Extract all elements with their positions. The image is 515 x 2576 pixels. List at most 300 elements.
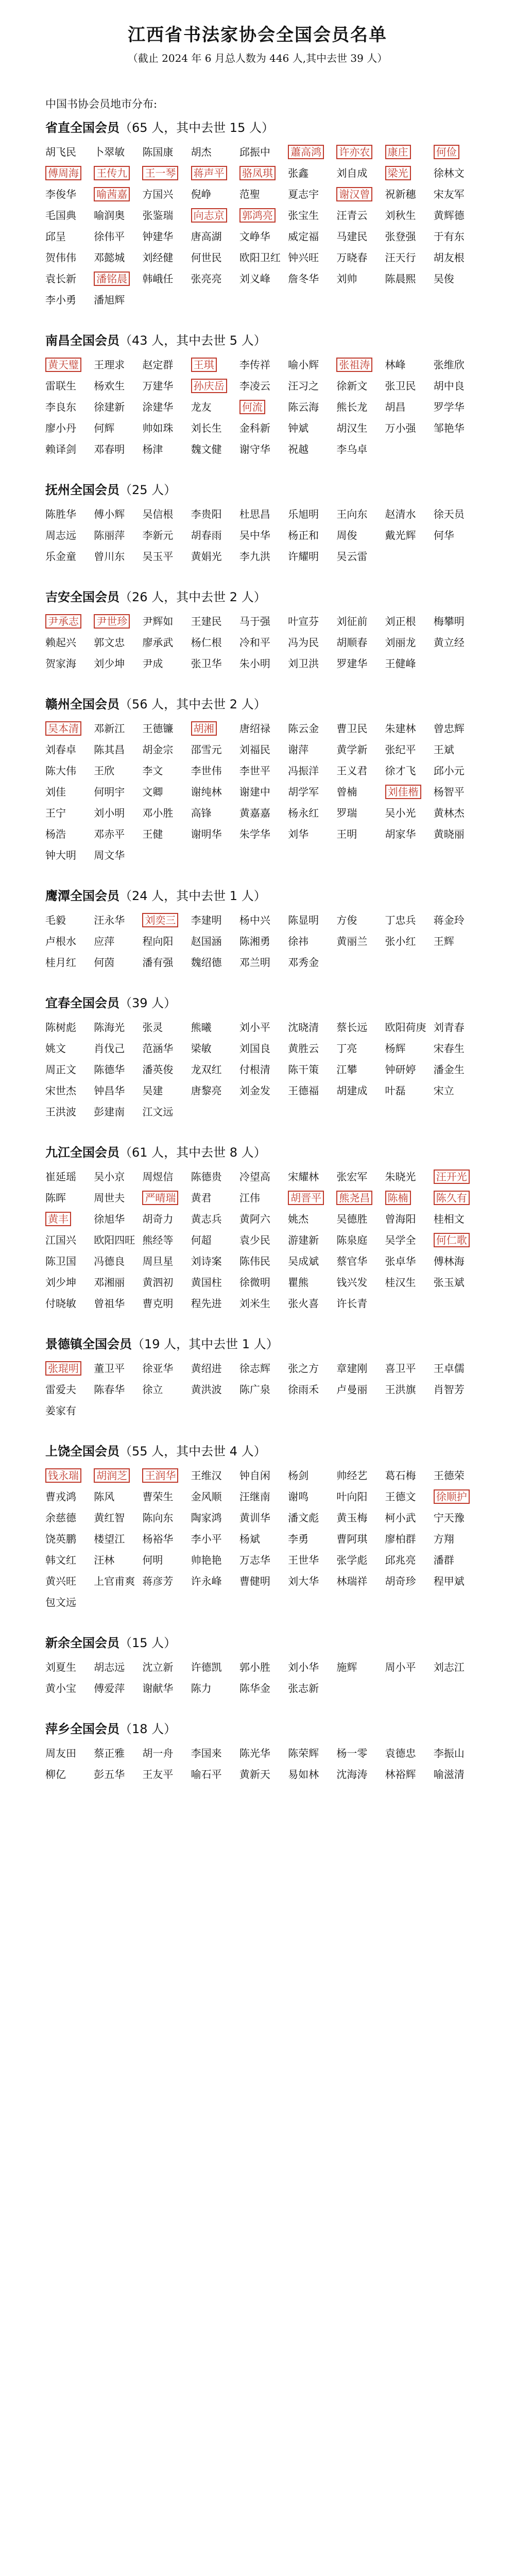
member-name: 王维汉 <box>191 1469 222 1482</box>
member-name: 邱兆亮 <box>385 1554 416 1566</box>
member-name: 傅爱萍 <box>94 1682 125 1694</box>
region-title: 新余全国会员 <box>45 1636 119 1650</box>
region-header <box>45 1142 484 1160</box>
member-name-grid <box>45 914 479 969</box>
member-name: 黄阿六 <box>239 1213 270 1225</box>
member-name: 马于强 <box>239 615 270 628</box>
member-name: 赵国涵 <box>191 935 222 947</box>
member-name: 徐建新 <box>94 401 125 413</box>
member-name: 曹克明 <box>142 1297 174 1310</box>
member-name: 何辉 <box>94 422 115 434</box>
member-name: 汪习之 <box>288 380 319 392</box>
member-name: 姚文 <box>45 1042 66 1055</box>
member-name: 李世伟 <box>191 765 222 777</box>
member-name: 钟兴旺 <box>288 251 319 264</box>
member-name: 陈伟民 <box>239 1255 270 1267</box>
member-name: 威定福 <box>288 230 319 243</box>
region-count: （26 人，其中去世 2 人） <box>119 590 266 604</box>
member-name-deceased <box>45 1469 91 1482</box>
member-name: 程甲斌 <box>433 1575 465 1587</box>
member-name: 彭建南 <box>94 1106 125 1118</box>
member-name: 帅艳艳 <box>191 1554 222 1566</box>
member-name: 张之方 <box>288 1362 319 1375</box>
member-name-grid <box>45 722 479 862</box>
member-name: 何茵 <box>94 956 115 969</box>
member-name: 陈显明 <box>288 914 319 926</box>
member-name: 蒋彦芳 <box>142 1575 174 1587</box>
member-name: 邓新江 <box>94 722 125 735</box>
member-name-grid <box>45 1362 479 1417</box>
member-name: 邓秀金 <box>288 956 319 969</box>
member-name: 熊曦 <box>191 1021 212 1033</box>
member-name: 江文远 <box>142 1106 174 1118</box>
member-name: 瞿熊 <box>288 1276 309 1289</box>
region-count: （55 人，其中去世 4 人） <box>119 1444 266 1459</box>
member-name: 黄君 <box>191 1192 212 1204</box>
member-name: 周文华 <box>94 849 125 861</box>
member-name-deceased <box>288 1192 333 1205</box>
member-name: 喻小辉 <box>288 359 319 371</box>
member-name: 文峥华 <box>239 230 270 243</box>
region-section <box>31 694 484 886</box>
member-name: 刘义峰 <box>239 273 270 285</box>
member-name: 桂月红 <box>45 956 76 969</box>
member-name: 郭文忠 <box>94 636 125 649</box>
member-name: 刘大华 <box>288 1575 319 1587</box>
member-name: 邓兰明 <box>239 956 270 969</box>
member-name: 周煜信 <box>142 1171 174 1183</box>
member-name: 曹荣生 <box>142 1490 174 1503</box>
member-name: 上官甫爽 <box>94 1575 135 1587</box>
member-name: 许德凯 <box>191 1661 222 1673</box>
member-name: 杨辉 <box>385 1042 406 1055</box>
member-name-grid <box>45 1747 479 1781</box>
member-name: 万志华 <box>239 1554 270 1566</box>
member-name: 张卓华 <box>385 1255 416 1267</box>
region-title: 抚州全国会员 <box>45 483 119 497</box>
deceased-marker-box: 康庄 <box>385 145 411 159</box>
member-name-deceased <box>288 146 333 159</box>
member-name: 邓赤平 <box>94 828 125 840</box>
member-name-deceased <box>336 359 382 371</box>
member-name: 张卫民 <box>385 380 416 392</box>
member-name: 黄林杰 <box>433 807 465 819</box>
member-name: 刘国良 <box>239 1042 270 1055</box>
member-name: 金风顺 <box>191 1490 222 1503</box>
member-name: 刘经健 <box>142 251 174 264</box>
member-name: 胡友根 <box>433 251 465 264</box>
member-name: 吴成斌 <box>288 1255 319 1267</box>
member-name: 谢守华 <box>239 443 270 455</box>
member-name: 方俊 <box>336 914 357 926</box>
deceased-marker-box: 何俭 <box>434 145 459 159</box>
member-name: 范聖 <box>239 188 260 200</box>
member-name: 罗学华 <box>433 401 465 413</box>
member-name: 刘夏生 <box>45 1661 76 1673</box>
deceased-marker-box: 汪开光 <box>434 1170 470 1184</box>
member-name: 刘少坤 <box>45 1276 76 1289</box>
member-name: 刘华 <box>288 828 309 840</box>
member-name: 马建民 <box>336 230 368 243</box>
region-header <box>45 330 484 348</box>
member-name: 吴德胜 <box>336 1213 368 1225</box>
member-name: 刘青春 <box>433 1021 465 1033</box>
member-name: 王向东 <box>336 508 368 520</box>
member-name: 陈湘勇 <box>239 935 270 947</box>
region-count: （19 人，其中去世 1 人） <box>132 1337 279 1351</box>
member-name: 王健 <box>142 828 163 840</box>
member-name: 刘佳 <box>45 786 66 798</box>
deceased-marker-box: 陈久有 <box>434 1191 470 1205</box>
member-name: 喻石平 <box>191 1768 222 1781</box>
member-name: 龙友 <box>191 401 212 413</box>
member-name: 王卓儒 <box>433 1362 465 1375</box>
member-name: 黄泗初 <box>142 1276 174 1289</box>
member-name-deceased <box>336 188 382 201</box>
member-name: 黄绍进 <box>191 1362 222 1375</box>
member-name: 柳亿 <box>45 1768 66 1781</box>
distribution-intro: 中国书协会员地市分布: <box>45 98 158 110</box>
member-name: 刘少坤 <box>94 657 125 670</box>
member-name: 王理求 <box>94 359 125 371</box>
member-name: 王洪旗 <box>385 1383 416 1396</box>
member-name-deceased <box>385 1192 431 1205</box>
member-name: 潘旭辉 <box>94 294 125 306</box>
member-name: 刘金发 <box>239 1084 270 1097</box>
member-name-deceased <box>239 167 285 180</box>
member-name: 宋春生 <box>433 1042 465 1055</box>
member-name: 何超 <box>191 1234 212 1246</box>
member-name: 王欣 <box>94 765 115 777</box>
member-name: 冷和平 <box>239 636 270 649</box>
member-name: 吴信根 <box>142 508 174 520</box>
member-name: 廖柏群 <box>385 1533 416 1545</box>
member-name: 梅攀明 <box>433 615 465 628</box>
region-section <box>31 886 484 993</box>
member-name: 李小勇 <box>45 294 76 306</box>
member-name: 张宏军 <box>336 1171 368 1183</box>
member-name: 刘秋生 <box>385 209 416 222</box>
deceased-marker-box: 王一琴 <box>142 166 178 180</box>
region-header <box>45 480 484 498</box>
member-name: 陈卫国 <box>45 1255 76 1267</box>
region-section <box>31 1719 484 1805</box>
member-name: 戴光辉 <box>385 529 416 541</box>
member-name: 许耀明 <box>288 550 319 563</box>
member-name: 曹卫民 <box>336 722 368 735</box>
member-name-deceased <box>434 1192 479 1205</box>
member-name: 王义君 <box>336 765 368 777</box>
member-name: 潘金生 <box>433 1063 465 1076</box>
member-name: 卢根水 <box>45 935 76 947</box>
member-name: 方国兴 <box>142 188 174 200</box>
member-name: 曹健明 <box>239 1575 270 1587</box>
member-name: 李新元 <box>142 529 174 541</box>
member-name: 黄玉梅 <box>336 1512 368 1524</box>
region-title: 萍乡全国会员 <box>45 1722 119 1736</box>
member-name: 张宝生 <box>288 209 319 222</box>
member-name: 黄新天 <box>239 1768 270 1781</box>
member-name: 丁忠兵 <box>385 914 416 926</box>
member-name-deceased <box>45 167 91 180</box>
member-name: 陈丽萍 <box>94 529 125 541</box>
member-name: 蔡官华 <box>336 1255 368 1267</box>
member-name: 李乌卓 <box>336 443 368 455</box>
member-name: 胡杰 <box>191 146 212 158</box>
region-title: 南昌全国会员 <box>45 333 119 348</box>
member-name: 尹成 <box>142 657 163 670</box>
deceased-marker-box: 许亦农 <box>336 145 372 159</box>
member-name: 吴俊 <box>433 273 454 285</box>
member-name: 王宁 <box>45 807 66 819</box>
member-name: 陈晨熙 <box>385 273 416 285</box>
region-header <box>45 1633 484 1651</box>
member-name-deceased <box>191 209 236 222</box>
member-name-deceased <box>191 722 236 735</box>
region-header <box>45 117 484 135</box>
member-name: 徐立 <box>142 1383 163 1396</box>
member-name: 金科新 <box>239 422 270 434</box>
member-name: 詹冬华 <box>288 273 319 285</box>
member-name: 陈风 <box>94 1490 115 1503</box>
member-name: 肖智芳 <box>433 1383 465 1396</box>
page-subtitle: （截止 2024 年 6 月总人数为 446 人,其中去世 39 人） <box>127 52 388 64</box>
member-name-deceased <box>94 1469 139 1482</box>
region-section <box>31 117 484 330</box>
member-name: 徐微明 <box>239 1276 270 1289</box>
member-name: 尹辉如 <box>142 615 174 628</box>
member-name: 周世夫 <box>94 1192 125 1204</box>
member-name: 夏志宇 <box>288 188 319 200</box>
member-name: 蔡长远 <box>336 1021 368 1033</box>
member-name: 程向阳 <box>142 935 174 947</box>
member-name: 李振山 <box>433 1747 465 1759</box>
member-name: 方翔 <box>433 1533 454 1545</box>
member-name-deceased <box>142 167 187 180</box>
member-name: 胡中良 <box>433 380 465 392</box>
deceased-marker-box: 刘奕三 <box>142 913 178 927</box>
member-name: 李传祥 <box>239 359 270 371</box>
member-name: 熊经等 <box>142 1234 174 1246</box>
member-name: 胡顺春 <box>336 636 368 649</box>
member-name-deceased <box>45 722 91 735</box>
member-name: 刘征前 <box>336 615 368 628</box>
member-name: 钟自闲 <box>239 1469 270 1482</box>
member-name: 帅经艺 <box>336 1469 368 1482</box>
member-name: 陈广泉 <box>239 1383 270 1396</box>
member-name-deceased <box>142 1192 187 1205</box>
region-title: 宜春全国会员 <box>45 996 119 1010</box>
member-name: 黄小宝 <box>45 1682 76 1694</box>
member-name: 王德荣 <box>433 1469 465 1482</box>
member-name: 徐亚华 <box>142 1362 174 1375</box>
member-name: 周友田 <box>45 1747 76 1759</box>
deceased-marker-box: 尹世珍 <box>94 614 130 629</box>
member-name-deceased <box>142 914 187 927</box>
member-name: 张灵 <box>142 1021 163 1033</box>
member-name: 刘诗案 <box>191 1255 222 1267</box>
member-name: 陈其昌 <box>94 743 125 756</box>
member-name-deceased <box>239 209 285 222</box>
member-name: 乐旭明 <box>288 508 319 520</box>
member-name: 韩峨任 <box>142 273 174 285</box>
region-count: （15 人） <box>119 1636 177 1650</box>
member-name: 刘春卓 <box>45 743 76 756</box>
member-name: 刘福民 <box>239 743 270 756</box>
member-name: 姚杰 <box>288 1213 309 1225</box>
member-name: 梁敏 <box>191 1042 212 1055</box>
member-name: 陈春华 <box>94 1383 125 1396</box>
member-name: 张玉斌 <box>433 1276 465 1289</box>
member-name: 谢萍 <box>288 743 309 756</box>
member-name: 乐金童 <box>45 550 76 563</box>
member-name: 邱呈 <box>45 230 66 243</box>
member-name-deceased <box>45 1213 91 1226</box>
member-name: 曾海阳 <box>385 1213 416 1225</box>
member-name: 冷望高 <box>239 1171 270 1183</box>
member-name: 杨津 <box>142 443 163 455</box>
member-name: 陈干策 <box>288 1063 319 1076</box>
member-name: 毛国典 <box>45 209 76 222</box>
member-name: 龙双红 <box>191 1063 222 1076</box>
region-count: （43 人，其中去世 5 人） <box>119 333 266 348</box>
deceased-marker-box: 胡湘 <box>191 721 217 736</box>
member-name: 邱振中 <box>239 146 270 158</box>
deceased-marker-box: 何流 <box>239 400 265 414</box>
member-name: 陈胜华 <box>45 508 76 520</box>
member-name: 汪天行 <box>385 251 416 264</box>
member-name: 陈树彪 <box>45 1021 76 1033</box>
member-name-deceased <box>336 1192 382 1205</box>
member-name: 黄嘉嘉 <box>239 807 270 819</box>
member-name: 张鉴瑞 <box>142 209 174 222</box>
region-count: （56 人，其中去世 2 人） <box>119 697 266 711</box>
member-name: 吴玉平 <box>142 550 174 563</box>
deceased-marker-box: 徐顺护 <box>434 1489 470 1504</box>
member-name: 邱小元 <box>433 765 465 777</box>
member-name: 吴中华 <box>239 529 270 541</box>
member-name: 江国兴 <box>45 1234 76 1246</box>
region-section <box>31 587 484 694</box>
member-name: 陈大伟 <box>45 765 76 777</box>
deceased-marker-box: 吴本清 <box>45 721 81 736</box>
member-name: 蔡正雅 <box>94 1747 125 1759</box>
member-name: 冯德良 <box>94 1255 125 1267</box>
member-name: 宋立 <box>433 1084 454 1097</box>
member-name: 邹艳华 <box>433 422 465 434</box>
member-name-grid <box>45 359 479 456</box>
member-name: 曾楠 <box>336 786 357 798</box>
member-name: 易如林 <box>288 1768 319 1781</box>
member-name: 葛石梅 <box>385 1469 416 1482</box>
member-name: 帅如珠 <box>142 422 174 434</box>
member-name: 胡志远 <box>94 1661 125 1673</box>
member-name: 钟研婷 <box>385 1063 416 1076</box>
member-name: 邓小胜 <box>142 807 174 819</box>
member-name-deceased <box>142 1469 187 1482</box>
member-name-deceased <box>94 615 139 628</box>
member-name: 胡飞民 <box>45 146 76 158</box>
member-name: 饶英鹏 <box>45 1533 76 1545</box>
member-name: 谢献华 <box>142 1682 174 1694</box>
member-name: 王洪波 <box>45 1106 76 1118</box>
member-name: 胡学军 <box>288 786 319 798</box>
member-name: 游建新 <box>288 1234 319 1246</box>
member-name: 刘小平 <box>239 1021 270 1033</box>
region-section <box>31 993 484 1142</box>
deceased-marker-box: 潘铭晨 <box>94 272 130 286</box>
member-name: 陈德贵 <box>191 1171 222 1183</box>
member-name: 许长青 <box>336 1297 368 1310</box>
member-name: 许永峰 <box>191 1575 222 1587</box>
member-name: 廖小丹 <box>45 422 76 434</box>
member-name: 潘英俊 <box>142 1063 174 1076</box>
member-name: 冯为民 <box>288 636 319 649</box>
member-name: 蒋金玲 <box>433 914 465 926</box>
region-count: （61 人，其中去世 8 人） <box>119 1145 266 1160</box>
member-name: 卜翠敏 <box>94 146 125 158</box>
member-name: 罗瑞 <box>336 807 357 819</box>
member-name: 胡家华 <box>385 828 416 840</box>
member-name: 彭五华 <box>94 1768 125 1781</box>
member-name: 钟建华 <box>142 230 174 243</box>
member-name: 姜家有 <box>45 1404 76 1417</box>
member-name: 徐祎 <box>288 935 309 947</box>
member-name: 周正文 <box>45 1063 76 1076</box>
deceased-marker-box: 何仁歌 <box>434 1233 470 1247</box>
member-name: 傅小辉 <box>94 508 125 520</box>
member-name: 刘小明 <box>94 807 125 819</box>
member-name: 邓春明 <box>94 443 125 455</box>
region-section <box>31 1441 484 1633</box>
member-name: 袁德忠 <box>385 1747 416 1759</box>
member-name: 于有东 <box>433 230 465 243</box>
deceased-marker-box: 傅周海 <box>45 166 81 180</box>
member-name: 丁亮 <box>336 1042 357 1055</box>
deceased-marker-box: 蕭高鸿 <box>288 145 324 159</box>
member-name: 贺伟伟 <box>45 251 76 264</box>
member-name: 王德福 <box>288 1084 319 1097</box>
deceased-marker-box: 孙庆岳 <box>191 379 227 393</box>
member-name: 魏文健 <box>191 443 222 455</box>
member-name: 袁少民 <box>239 1234 270 1246</box>
member-name: 张卫华 <box>191 657 222 670</box>
member-name-deceased <box>434 1490 479 1503</box>
member-name: 韩文红 <box>45 1554 76 1566</box>
deceased-marker-box: 向志京 <box>191 208 227 223</box>
member-name: 曹阿琪 <box>336 1533 368 1545</box>
member-name-deceased <box>239 401 285 414</box>
region-section <box>31 1334 484 1441</box>
member-name: 黄洪波 <box>191 1383 222 1396</box>
member-name: 张亮亮 <box>191 273 222 285</box>
member-name: 钟大明 <box>45 849 76 861</box>
member-name: 柯小武 <box>385 1512 416 1524</box>
member-name: 施辉 <box>336 1661 357 1673</box>
member-name: 汪继南 <box>239 1490 270 1503</box>
deceased-marker-box: 尹承志 <box>45 614 81 629</box>
member-name: 唐黎亮 <box>191 1084 222 1097</box>
member-name: 欧阳卫红 <box>239 251 281 264</box>
member-name: 李贵阳 <box>191 508 222 520</box>
member-name: 徐新文 <box>336 380 368 392</box>
member-name: 黄训华 <box>239 1512 270 1524</box>
member-name: 桂汉生 <box>385 1276 416 1289</box>
member-name: 陈德华 <box>94 1063 125 1076</box>
member-name: 陈云金 <box>288 722 319 735</box>
member-name: 冯振洋 <box>288 765 319 777</box>
member-name: 潘群 <box>433 1554 454 1566</box>
